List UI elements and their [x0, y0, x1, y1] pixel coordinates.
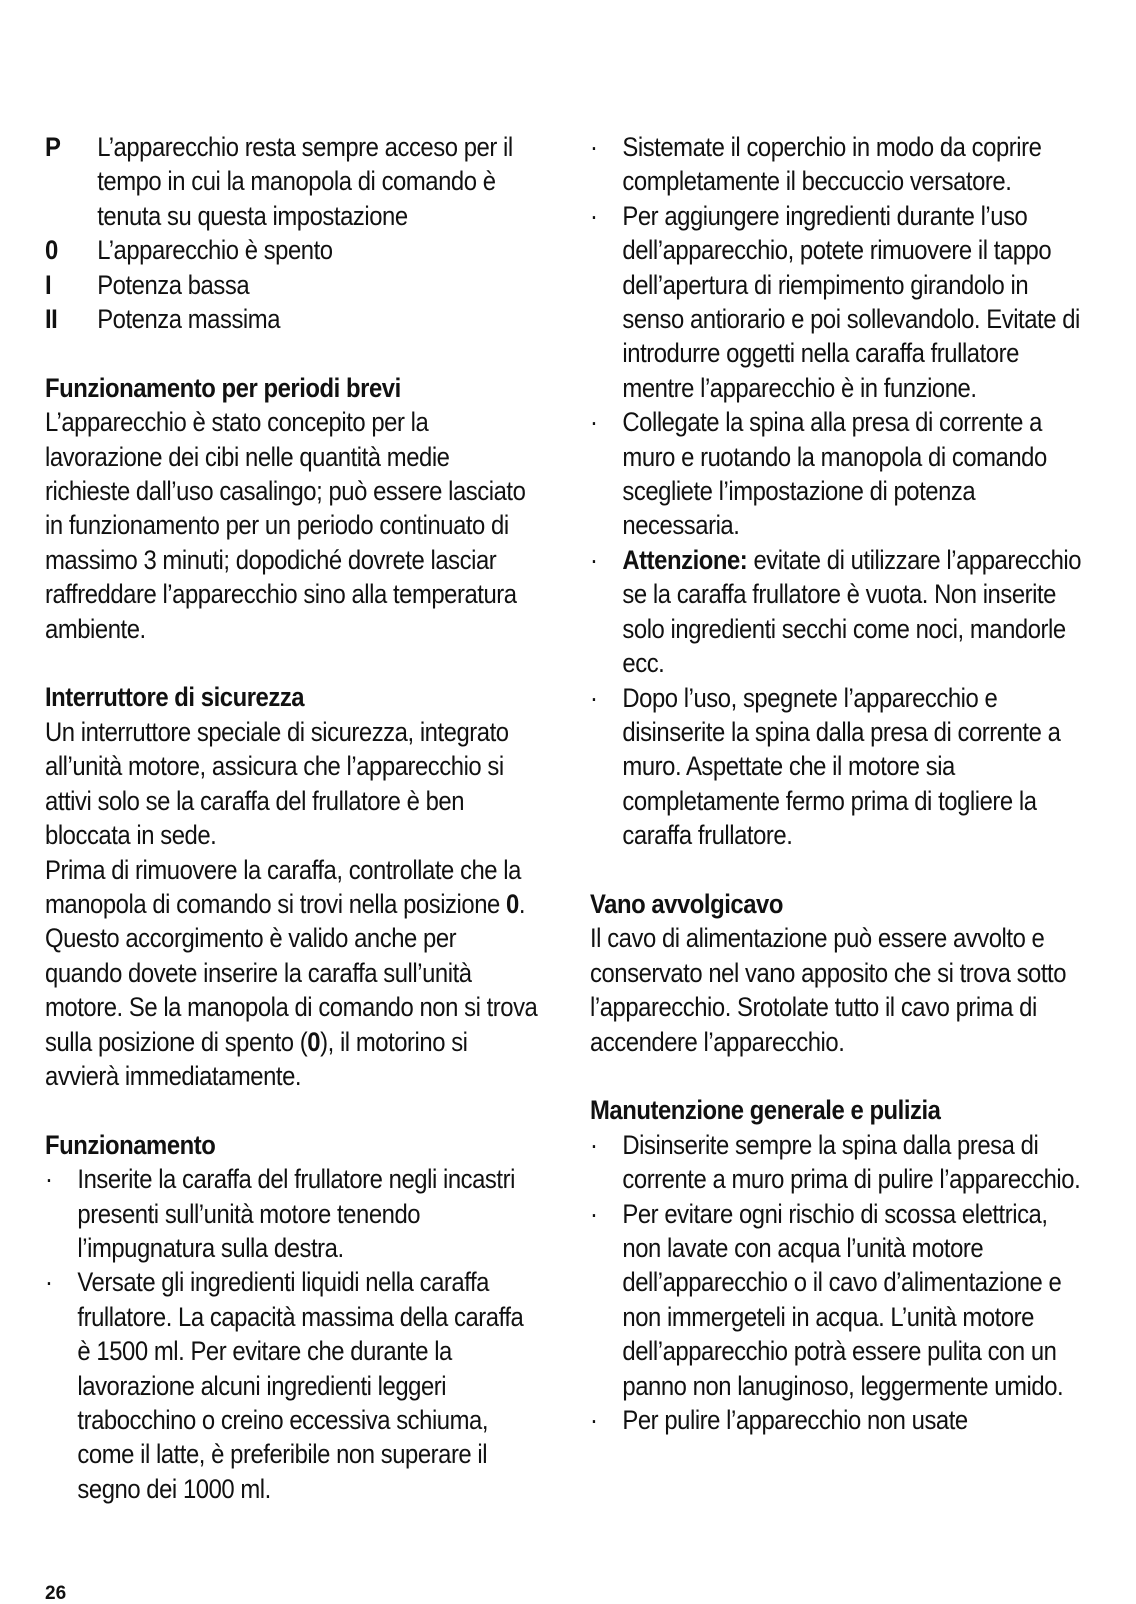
setting-row-ii	[45, 302, 538, 336]
setting-row-0	[45, 233, 538, 267]
list-item: · Dopo l’uso, spegnete l’apparecchio e disinserite la spina dalla presa di corrente a muro. Aspettate che il motore sia completamente fermo prima di togliere la caraffa frullatore.	[590, 681, 1083, 853]
list-item: · Collegate la spina alla presa di corrente a muro e ruotando la manopola di comando scegliete l’impostazione di potenza necessaria.	[590, 405, 1083, 543]
safety-paragraph-1: Un interruttore speciale di sicurezza, integrato all’unità motore, assicura che l’apparecchio si attivi solo se la caraffa del frullatore è ben bloccata in sede.	[45, 716, 509, 851]
cord-body: Il cavo di alimentazione può essere avvolto e conservato nel vano apposito che si trova sotto l’apparecchio. Srotolate tutto il cavo prima di accendere l’apparecchio.	[590, 923, 1067, 1057]
operation-list-continued	[590, 130, 1083, 853]
bullet-icon: ·	[45, 1267, 53, 1298]
safety-heading: Interruttore di sicurezza	[45, 682, 305, 713]
list-item: · Disinserite sempre la spina dalla presa di corrente a muro prima di pulire l’apparecchio.	[590, 1128, 1083, 1197]
setting-key: 0	[45, 235, 58, 266]
setting-text: L’apparecchio è spento	[97, 235, 333, 266]
list-item: · Per aggiungere ingredienti durante l’uso dell’apparecchio, potete rimuovere il tappo dell’apertura di riempimento girandolo in senso antiorario e poi sollevandolo. Evitate di introdurre oggetti nella caraffa frullatore mentre l’apparecchio è in funzione.	[590, 199, 1083, 405]
left-column	[45, 130, 538, 1506]
bullet-icon: ·	[590, 1405, 598, 1435]
bullet-icon: ·	[590, 132, 598, 162]
short-use-heading: Funzionamento per periodi brevi	[45, 372, 401, 403]
setting-row-i	[45, 268, 538, 302]
setting-text: Potenza massima	[97, 304, 281, 335]
right-column	[590, 130, 1083, 1437]
operation-list	[45, 1162, 538, 1506]
setting-row-p	[45, 130, 538, 233]
bullet-icon: ·	[590, 407, 598, 438]
bullet-icon: ·	[590, 200, 598, 231]
list-item: · Per pulire l’apparecchio non usate	[590, 1403, 1083, 1437]
list-item: · Per evitare ogni rischio di scossa elettrica, non lavate con acqua l’unità motore dell’apparecchio o il cavo d’alimentazione e non immergeteli in acqua. L’unità motore dell’apparecchio potrà essere pulita con un panno non lanuginoso, leggermente umido.	[590, 1197, 1083, 1403]
short-use-body: L’apparecchio è stato concepito per la lavorazione dei cibi nelle quantità medie richieste dall’uso casalingo; può essere lasciato in funzionamento per un periodo continuato di massimo 3 minuti; dopodiché dovrete lasciar raffreddare l’apparecchio sino alla temperatura ambiente.	[45, 407, 526, 644]
setting-text: Potenza bassa	[97, 269, 250, 300]
list-item: · Inserite la caraffa del frullatore negli incastri presenti sull’unità motore tenendo l’impugnatura sulla destra.	[45, 1162, 538, 1265]
bullet-icon: ·	[45, 1164, 53, 1195]
cord-heading: Vano avvolgicavo	[590, 888, 783, 919]
operation-heading: Funzionamento	[45, 1129, 216, 1160]
list-item: · Sistemate il coperchio in modo da coprire completamente il beccuccio versatore.	[590, 130, 1083, 199]
maintenance-heading: Manutenzione generale e pulizia	[590, 1095, 941, 1126]
setting-key: II	[45, 304, 58, 335]
bullet-icon: ·	[590, 1129, 598, 1160]
bullet-icon: ·	[590, 1198, 598, 1229]
setting-key: I	[45, 269, 52, 300]
list-item: · Versate gli ingredienti liquidi nella caraffa frullatore. La capacità massima della caraffa è 1500 ml. Per evitare che durante la lavorazione alcuni ingredienti leggeri trabocchino o creino eccessiva schiuma, come il latte, è preferibile non superare il segno dei 1000 ml.	[45, 1265, 538, 1506]
list-item-attention: · Attenzione: evitate di utilizzare l’apparecchio se la caraffa frullatore è vuota. Non inserite solo ingredienti secchi come noci, mandorle ecc.	[590, 543, 1083, 681]
safety-paragraph-2: Prima di rimuovere la caraffa, controllate che la manopola di comando si trovi nella posizione 0. Questo accorgimento è valido anche per quando dovete inserire la caraffa sull’unità motore. Se la manopola di comando non si trova sulla posizione di spento (0), il motorino si avvierà immediatamente.	[45, 854, 538, 1091]
page-number: 26	[45, 1583, 67, 1604]
setting-key: P	[45, 132, 61, 162]
bullet-icon: ·	[590, 544, 598, 575]
maintenance-list	[590, 1128, 1083, 1438]
bullet-icon: ·	[590, 682, 598, 713]
attention-label: Attenzione:	[622, 544, 748, 575]
setting-text: L’apparecchio resta sempre acceso per il tempo in cui la manopola di comando è tenuta su questa impostazione	[97, 132, 513, 231]
